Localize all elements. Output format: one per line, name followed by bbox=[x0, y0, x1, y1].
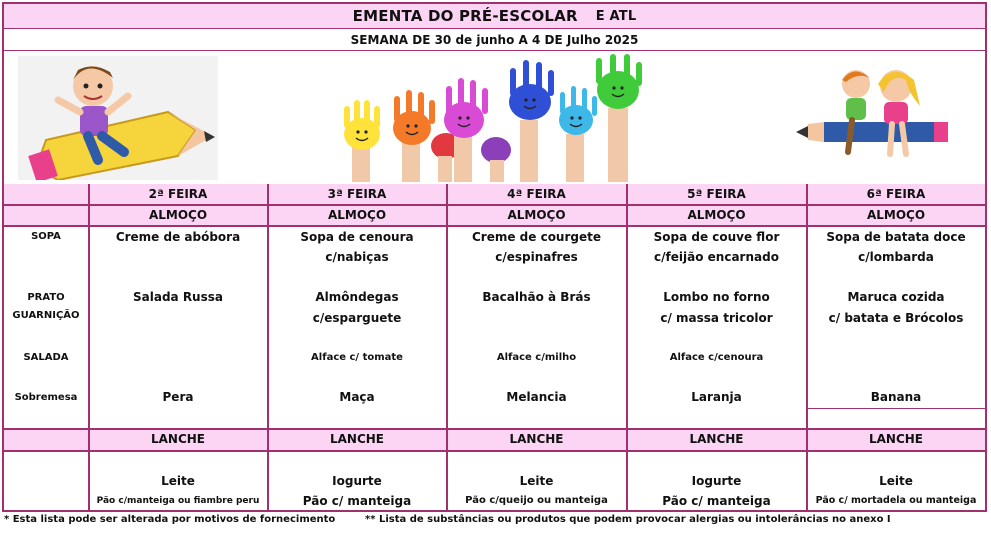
prato-line-1: Salada Russa bbox=[133, 290, 223, 304]
boy-on-pencil-image bbox=[18, 56, 218, 180]
sopa-line-2: c/feijão encarnado bbox=[654, 250, 779, 264]
row-label-sopa: SOPA bbox=[31, 231, 61, 242]
lanche-line-2: Pão c/queijo ou manteiga bbox=[465, 495, 608, 506]
prato-line-2: c/esparguete bbox=[312, 311, 402, 325]
footnote-allergens: ** Lista de substâncias ou produtos que podem provocar alergias ou intolerâncias no anexo I bbox=[365, 514, 891, 525]
lanche-label: LANCHE bbox=[868, 432, 924, 446]
lanche-line-1: Leite bbox=[161, 474, 195, 488]
sobremesa-item: Melancia bbox=[506, 390, 567, 404]
meal-label: ALMOÇO bbox=[687, 208, 746, 222]
sopa-line-1: Sopa de batata doce bbox=[826, 230, 966, 244]
salada-item: Alface c/ tomate bbox=[311, 352, 403, 363]
meal-label: ALMOÇO bbox=[507, 208, 566, 222]
page-title-suffix: E ATL bbox=[595, 8, 637, 24]
salada-item: Alface c/cenoura bbox=[669, 352, 764, 363]
sopa-line-2: c/nabiças bbox=[325, 250, 389, 264]
title-bar bbox=[4, 4, 985, 29]
day-label: 5ª FEIRA bbox=[687, 187, 746, 201]
lanche-label: LANCHE bbox=[509, 432, 564, 446]
week-range: SEMANA DE 30 de junho A 4 DE Julho 2025 bbox=[4, 30, 985, 51]
sobremesa-item: Laranja bbox=[691, 390, 742, 404]
lanche-line-1: Leite bbox=[879, 474, 913, 488]
sopa-line-2: c/espinafres bbox=[495, 250, 578, 264]
sobremesa-item: Maça bbox=[339, 390, 375, 404]
kids-on-pencil-image bbox=[796, 62, 956, 172]
row-label-guarnicao: GUARNIÇÃO bbox=[12, 310, 80, 321]
lanche-label: LANCHE bbox=[150, 432, 206, 446]
salada-item: Alface c/milho bbox=[496, 352, 577, 363]
meal-label: ALMOÇO bbox=[866, 208, 926, 222]
painted-hands-image bbox=[334, 54, 664, 182]
meal-label: ALMOÇO bbox=[148, 208, 208, 222]
prato-line-2: c/ massa tricolor bbox=[660, 311, 773, 325]
lanche-label: LANCHE bbox=[689, 432, 744, 446]
meal-label: ALMOÇO bbox=[327, 208, 387, 222]
day-label: 2ª FEIRA bbox=[148, 187, 208, 201]
prato-line-1: Maruca cozida bbox=[847, 290, 945, 304]
sopa-line-1: Creme de abóbora bbox=[115, 230, 241, 244]
row-label-salada: SALADA bbox=[23, 352, 69, 363]
day-label: 3ª FEIRA bbox=[327, 187, 387, 201]
prato-line-1: Lombo no forno bbox=[663, 290, 770, 304]
footnote-supply: * Esta lista pode ser alterada por motivos de fornecimento bbox=[4, 514, 336, 525]
day-label: 4ª FEIRA bbox=[507, 187, 566, 201]
sopa-line-1: Sopa de couve flor bbox=[653, 230, 780, 244]
sopa-line-2: c/lombarda bbox=[858, 250, 934, 264]
day-label: 6ª FEIRA bbox=[866, 187, 926, 201]
prato-line-1: Almôndegas bbox=[315, 290, 399, 304]
lanche-line-2: Pão c/ manteiga bbox=[662, 494, 771, 508]
lanche-label: LANCHE bbox=[329, 432, 385, 446]
illustration-strip bbox=[4, 52, 985, 186]
lanche-line-2: Pão c/ mortadela ou manteiga bbox=[815, 495, 977, 506]
sobremesa-item: Pera bbox=[162, 390, 194, 404]
sobremesa-item: Banana bbox=[870, 390, 922, 404]
sopa-line-1: Creme de courgete bbox=[471, 230, 601, 244]
lanche-line-1: Leite bbox=[519, 474, 554, 488]
lanche-line-2: Pão c/manteiga ou fiambre peru bbox=[96, 496, 260, 506]
prato-line-2: c/ batata e Brócolos bbox=[828, 311, 964, 325]
divider bbox=[4, 450, 985, 452]
row-label-prato: PRATO bbox=[27, 292, 65, 303]
sopa-line-1: Sopa de cenoura bbox=[300, 230, 414, 244]
divider bbox=[806, 408, 985, 409]
prato-line-1: Bacalhão à Brás bbox=[482, 290, 591, 304]
lanche-line-1: Iogurte bbox=[332, 474, 382, 488]
page-title: EMENTA DO PRÉ-ESCOLAR bbox=[352, 7, 578, 25]
lanche-line-1: Iogurte bbox=[691, 474, 742, 488]
row-label-sobremesa: Sobremesa bbox=[14, 392, 78, 403]
lanche-line-2: Pão c/ manteiga bbox=[302, 494, 412, 508]
